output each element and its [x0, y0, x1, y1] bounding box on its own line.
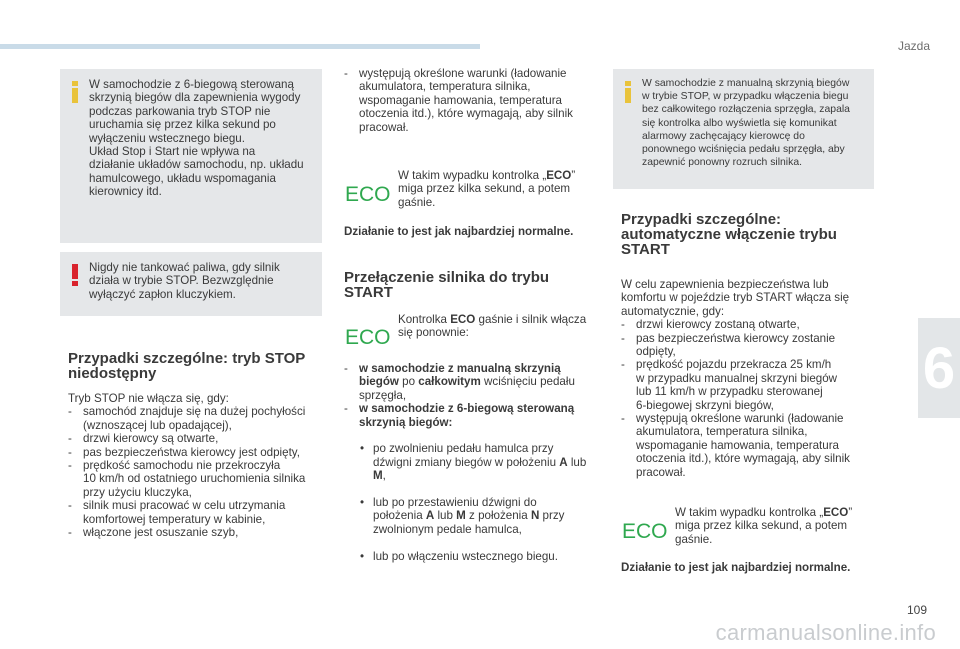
- chapter-number: 6: [922, 335, 956, 401]
- info-box-right: [613, 69, 874, 189]
- normal-operation-note: Działanie to jest jak najbardziej normalne.: [344, 225, 574, 238]
- list-item: - samochód znajduje się na dużej pochyłości (wznoszącej lub opadającej),: [68, 405, 330, 432]
- list-item: - włączone jest osuszanie szyb,: [68, 526, 330, 539]
- sub-list-item: • lub po przestawieniu dźwigni do położenia A lub M z położenia N przy zwolnionym pedale hamulca,: [359, 496, 602, 536]
- list-item: - pas bezpieczeństwa kierowcy zostanie odpięty,: [621, 332, 883, 359]
- list-item: - prędkość pojazdu przekracza 25 km/h w przypadku manualnej skrzyni biegów lub 11 km/h w przypadku sterowanej 6-biegowej skrzyni biegów,: [621, 358, 883, 412]
- list-item: - w samochodzie z manualną skrzynią biegów po całkowitym wciśnięciu pedału sprzęgła,: [344, 362, 602, 402]
- eco-indicator-icon: [345, 326, 393, 348]
- heading-start-mode: Przełączenie silnika do trybu START: [344, 269, 550, 301]
- list-item: - prędkość samochodu nie przekroczyła 10 km/h od ostatniego uruchomienia silnika przy użyciu kluczyka,: [68, 459, 330, 499]
- sub-list-item: • po zwolnieniu pedału hamulca przy dźwigni zmiany biegów w położeniu A lub M,: [359, 442, 602, 482]
- page-number: 109: [906, 603, 927, 617]
- section-title: Jazda: [897, 39, 930, 53]
- info-icon: [622, 81, 634, 103]
- eco-indicator-icon: [622, 520, 670, 542]
- info-box-text: W samochodzie z manualną skrzynią biegów w trybie STOP, w przypadku włączenia biegu bez całkowitego rozłączenia sprzęgła, zapala się kontrolka albo wyświetla się komunikat alarmowy zachęcający kierowcę do ponownego wciśnięcia pedału sprzęgła, aby zapewnić ponowny rozruch silnika.: [642, 78, 850, 169]
- warning-exclamation-icon: [69, 264, 81, 286]
- list-item: - drzwi kierowcy zostaną otwarte,: [621, 318, 883, 331]
- start-conditions-list: [344, 362, 602, 590]
- svg-text:ECO: ECO: [622, 520, 668, 542]
- eco-off-note: Kontrolka ECO gaśnie i silnik włącza się ponownie:: [398, 313, 587, 340]
- heading-auto-start: Przypadki szczególne: automatyczne włączenie trybu START: [621, 211, 837, 258]
- sub-list-item: • lub po włączeniu wstecznego biegu.: [359, 550, 602, 563]
- list-item: - drzwi kierowcy są otwarte,: [68, 432, 330, 445]
- list-item: - pas bezpieczeństwa kierowcy jest odpięty,: [68, 446, 330, 459]
- warning-box-text: Nigdy nie tankować paliwa, gdy silnik działa w trybie STOP. Bezwzględnie wyłączyć zapłon kluczykiem.: [89, 261, 280, 301]
- list-item: - występują określone warunki (ładowanie akumulatora, temperatura silnika, wspomaganie hamowania, temperatura otoczenia itd.), które wymagają, aby silnik pracował.: [621, 412, 883, 479]
- svg-text:ECO: ECO: [345, 326, 391, 348]
- stop-unavailable-list: [68, 392, 330, 539]
- eco-flash-note: W takim wypadku kontrolka „ECO” miga przez kilka sekund, a potem gaśnie.: [398, 169, 576, 209]
- list-item: - silnik musi pracować w celu utrzymania komfortowej temperatury w kabinie,: [68, 499, 330, 526]
- info-box-text: W samochodzie z 6-biegową sterowaną skrzynią biegów dla zapewnienia wygody podczas parkowania tryb STOP nie uruchamia się przez kilka sekund po wyłączeniu wstecznego biegu. Układ Stop i Start nie wpływa na działanie układów samochodu, np. układu hamulcowego, układu wspomagania kierownicy itd.: [89, 78, 304, 199]
- info-box-left: [60, 69, 322, 243]
- normal-operation-note: Działanie to jest jak najbardziej normalne.: [621, 561, 851, 574]
- auto-start-intro: W celu zapewnienia bezpieczeństwa lub komfortu w pojeździe tryb START włącza się automatycznie, gdy:: [621, 278, 850, 318]
- stop-unavailable-intro: Tryb STOP nie włącza się, gdy:: [68, 392, 229, 405]
- info-icon: [69, 81, 81, 103]
- heading-stop-unavailable: Przypadki szczególne: tryb STOP niedostępny: [68, 350, 306, 382]
- svg-text:ECO: ECO: [345, 183, 391, 205]
- eco-flash-note: W takim wypadku kontrolka „ECO” miga przez kilka sekund, a potem gaśnie.: [675, 506, 853, 546]
- conditions-continued: [344, 67, 594, 134]
- list-item: - występują określone warunki (ładowanie akumulatora, temperatura silnika, wspomaganie hamowania, temperatura otoczenia itd.), które wymagają, aby silnik pracował.: [344, 67, 594, 134]
- eco-indicator-icon: [345, 183, 393, 205]
- watermark: carmanualsonline.info: [715, 620, 936, 645]
- auto-start-list: [621, 278, 883, 479]
- chapter-tab: [918, 318, 960, 418]
- header-accent-bar: [0, 44, 480, 49]
- list-item: - w samochodzie z 6-biegową sterowaną skrzynią biegów: • po zwolnieniu pedału hamulca przy dźwigni zmiany biegów w położeniu A lub M, • lub po przestawieniu dźwigni do położenia A lub M z położenia N przy zwolnionym pedale hamulca, • lub po włączeniu wstecznego biegu.: [344, 402, 602, 590]
- warning-box: [60, 252, 322, 316]
